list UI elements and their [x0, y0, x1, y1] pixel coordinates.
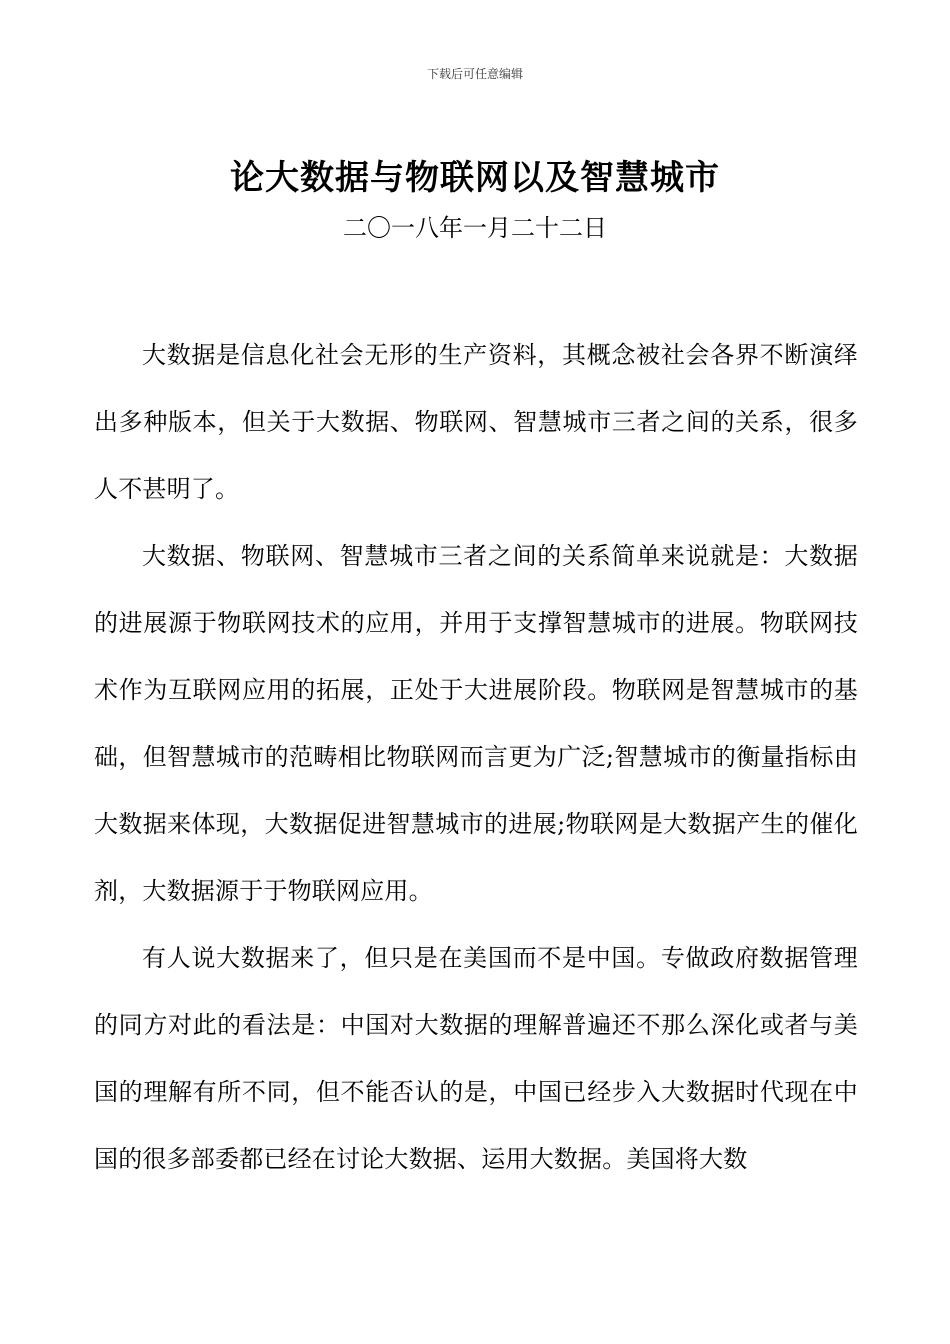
document-title: 论大数据与物联网以及智慧城市 — [230, 158, 720, 198]
paragraph-1: 大数据是信息化社会无形的生产资料，其概念被社会各界不断演绎出多种版本，但关于大数据、物联网、智慧城市三者之间的关系，很多人不甚明了。 — [94, 341, 858, 503]
header-note: 下载后可任意编辑 — [426, 67, 523, 81]
document-body — [94, 322, 858, 1193]
paragraph-2: 大数据、物联网、智慧城市三者之间的关系简单来说就是：大数据的进展源于物联网技术的应用，并用于支撑智慧城市的进展。物联网技术作为互联网应用的拓展，正处于大进展阶段。物联网是智慧城市的基础，但智慧城市的范畴相比物联网而言更为广泛;智慧城市的衡量指标由大数据来体现，大数据促进智慧城市的进展;物联网是大数据产生的催化剂，大数据源于于物联网应用。 — [94, 542, 858, 905]
paragraph-3: 有人说大数据来了，但只是在美国而不是中国。专做政府数据管理的同方对此的看法是：中国对大数据的理解普遍还不那么深化或者与美国的理解有所不同，但不能否认的是，中国已经步入大数据时代现在中国的很多部委都已经在讨论大数据、运用大数据。美国将大数 — [94, 944, 858, 1173]
document-date: 二〇一八年一月二十二日 — [343, 214, 607, 242]
